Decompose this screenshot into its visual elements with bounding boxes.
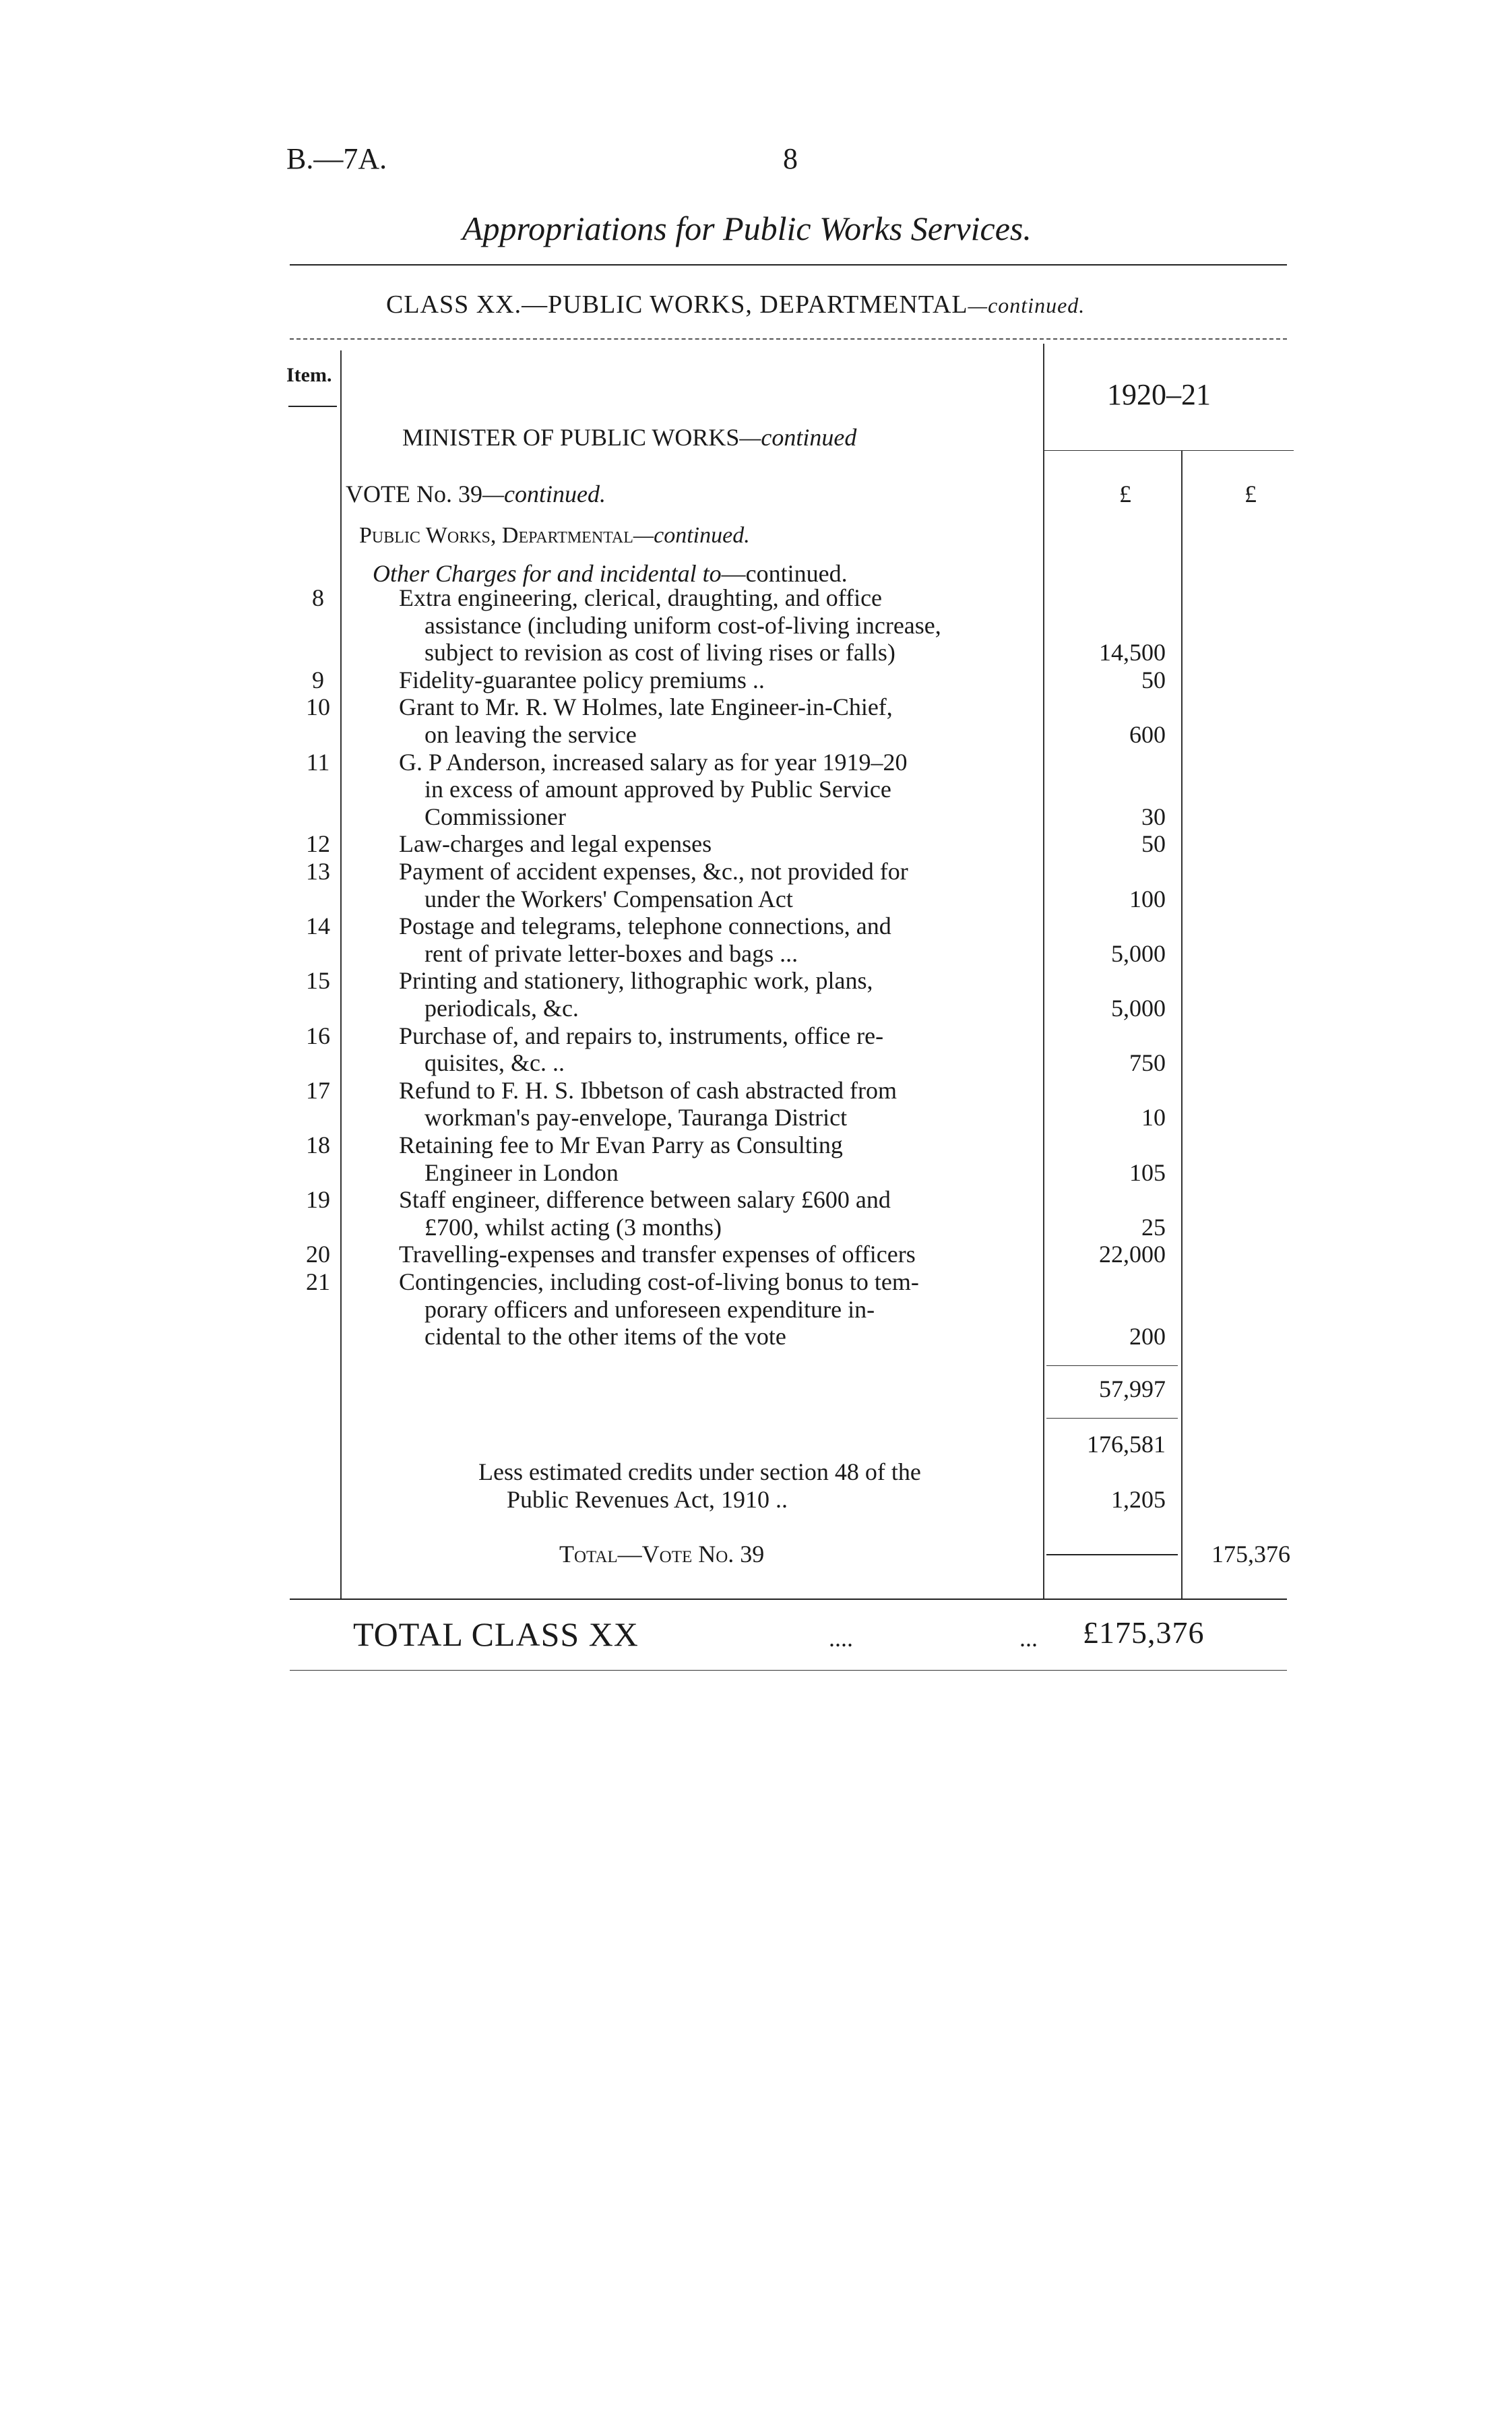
class-total-amount: £175,376 xyxy=(1083,1615,1205,1650)
class-total-rule xyxy=(290,1670,1287,1671)
item-number: 13 xyxy=(306,858,330,885)
item-amount: 100 xyxy=(1129,885,1166,912)
item-description-line: Printing and stationery, lithographic work, plans, xyxy=(399,967,873,995)
vote-heading xyxy=(346,480,606,508)
gross-total-amount: 176,581 xyxy=(1087,1431,1166,1458)
section-heading xyxy=(359,523,750,549)
ministry-continued: —continued xyxy=(739,424,857,451)
class-total-dots-2: ... xyxy=(1019,1625,1038,1652)
vote-total-amount: 175,376 xyxy=(1211,1541,1290,1568)
vote-total-dash xyxy=(1046,1554,1178,1555)
item-description-line: Law-charges and legal expenses xyxy=(399,830,712,858)
item-description-line: subject to revision as cost of living rises or falls) xyxy=(424,639,895,666)
item-number: 17 xyxy=(306,1076,330,1104)
title-rule xyxy=(290,264,1287,266)
item-description-line: periodicals, &c. xyxy=(424,995,579,1022)
class-title-main: CLASS XX.—PUBLIC WORKS, DEPARTMENTAL xyxy=(386,290,968,319)
vote-total-label: Total—Vote No. 39 xyxy=(559,1541,765,1568)
item-header-rule xyxy=(288,406,337,407)
item-amount: 105 xyxy=(1129,1158,1166,1186)
item-description-line: Travelling-expenses and transfer expenses of officers xyxy=(399,1241,916,1268)
page-title: Appropriations for Public Works Services. xyxy=(462,210,1032,247)
amount-column-rule-mid xyxy=(1181,450,1183,1599)
item-amount: 750 xyxy=(1129,1049,1166,1077)
table-bottom-rule xyxy=(290,1599,1287,1600)
item-number: 18 xyxy=(306,1131,330,1158)
item-column-header: Item. xyxy=(286,364,332,386)
section-name: Public Works, Departmental xyxy=(359,523,633,548)
item-number: 16 xyxy=(306,1022,330,1049)
credits-amount: 1,205 xyxy=(1111,1486,1166,1513)
item-number: 21 xyxy=(306,1268,330,1295)
item-description-line: Refund to F. H. S. Ibbetson of cash abstracted from xyxy=(399,1076,897,1104)
credits-line-2: Public Revenues Act, 1910 .. xyxy=(507,1486,788,1513)
item-description-line: Retaining fee to Mr Evan Parry as Consulting xyxy=(399,1131,843,1158)
item-description-line: in excess of amount approved by Public Service xyxy=(424,776,891,803)
item-description-line: Postage and telegrams, telephone connections, and xyxy=(399,912,891,940)
doc-reference: B.—7A. xyxy=(286,142,387,175)
ministry-name: MINISTER OF PUBLIC WORKS xyxy=(402,424,740,451)
subsection-name: Other Charges for and incidental to xyxy=(373,560,722,587)
item-number: 12 xyxy=(306,830,330,858)
ministry-heading xyxy=(402,423,856,452)
item-amount: 600 xyxy=(1129,721,1166,748)
item-number: 15 xyxy=(306,967,330,995)
item-amount: 5,000 xyxy=(1111,995,1166,1022)
item-description-line: Extra engineering, clerical, draughting, and office xyxy=(399,584,883,611)
subtotal-rule-bottom xyxy=(1046,1418,1178,1419)
year-header: 1920–21 xyxy=(1107,378,1211,411)
class-title-continued: —continued. xyxy=(968,293,1085,317)
subsection-continued: —continued. xyxy=(721,560,848,587)
item-number: 11 xyxy=(306,748,330,776)
section-continued: —continued. xyxy=(633,523,750,548)
class-rule xyxy=(290,338,1287,340)
item-number: 19 xyxy=(306,1186,330,1214)
item-description-line: assistance (including uniform cost-of-living increase, xyxy=(424,611,941,639)
vote-name: VOTE No. 39 xyxy=(346,480,482,507)
credits-line-1: Less estimated credits under section 48 of the xyxy=(478,1458,921,1485)
item-amount: 200 xyxy=(1129,1323,1166,1351)
item-amount: 5,000 xyxy=(1111,939,1166,967)
class-total-label: TOTAL CLASS XX xyxy=(353,1615,639,1653)
item-amount: 14,500 xyxy=(1099,639,1166,666)
item-description-line: rent of private letter-boxes and bags ... xyxy=(424,939,798,967)
item-description-line: Payment of accident expenses, &c., not provided for xyxy=(399,858,908,885)
item-number: 14 xyxy=(306,912,330,940)
item-description-line: Contingencies, including cost-of-living bonus to tem- xyxy=(399,1268,919,1295)
year-header-rule xyxy=(1043,450,1294,451)
item-description-line: workman's pay-envelope, Tauranga District xyxy=(424,1104,848,1131)
item-description-line: £700, whilst acting (3 months) xyxy=(424,1213,722,1241)
item-number: 9 xyxy=(312,666,324,693)
item-amount: 50 xyxy=(1141,666,1166,693)
vote-continued: —continued. xyxy=(482,480,606,507)
item-description-line: Commissioner xyxy=(424,803,567,830)
currency-symbol-1: £ xyxy=(1119,480,1131,507)
class-title xyxy=(386,290,1085,319)
item-number: 10 xyxy=(306,693,330,721)
item-amount: 22,000 xyxy=(1099,1241,1166,1268)
item-amount: 10 xyxy=(1141,1104,1166,1131)
item-amount: 30 xyxy=(1141,803,1166,830)
item-description-line: G. P Anderson, increased salary as for year 1919–20 xyxy=(399,748,908,776)
item-description-line: under the Workers' Compensation Act xyxy=(424,885,793,912)
item-description-line: quisites, &c. .. xyxy=(424,1049,565,1077)
item-amount: 25 xyxy=(1141,1213,1166,1241)
item-description-line: Purchase of, and repairs to, instruments, office re- xyxy=(399,1022,884,1049)
currency-symbol-2: £ xyxy=(1245,480,1257,507)
amount-column-rule-left xyxy=(1043,344,1044,1599)
item-description-line: Fidelity-guarantee policy premiums .. xyxy=(399,666,765,693)
class-total-dots-1: .... xyxy=(829,1625,853,1652)
item-description-line: on leaving the service xyxy=(424,721,637,748)
subtotal-amount: 57,997 xyxy=(1099,1375,1166,1402)
page-number: 8 xyxy=(783,142,798,175)
item-number: 20 xyxy=(306,1241,330,1268)
item-number: 8 xyxy=(312,584,324,611)
subtotal-rule-top xyxy=(1046,1365,1178,1366)
item-description-line: Grant to Mr. R. W Holmes, late Engineer-in-Chief, xyxy=(399,693,893,721)
item-description-line: Engineer in London xyxy=(424,1158,619,1186)
item-amount: 50 xyxy=(1141,830,1166,858)
item-description-line: Staff engineer, difference between salary £600 and xyxy=(399,1186,891,1214)
item-description-line: cidental to the other items of the vote xyxy=(424,1323,786,1351)
item-description-line: porary officers and unforeseen expenditure in- xyxy=(424,1295,875,1323)
